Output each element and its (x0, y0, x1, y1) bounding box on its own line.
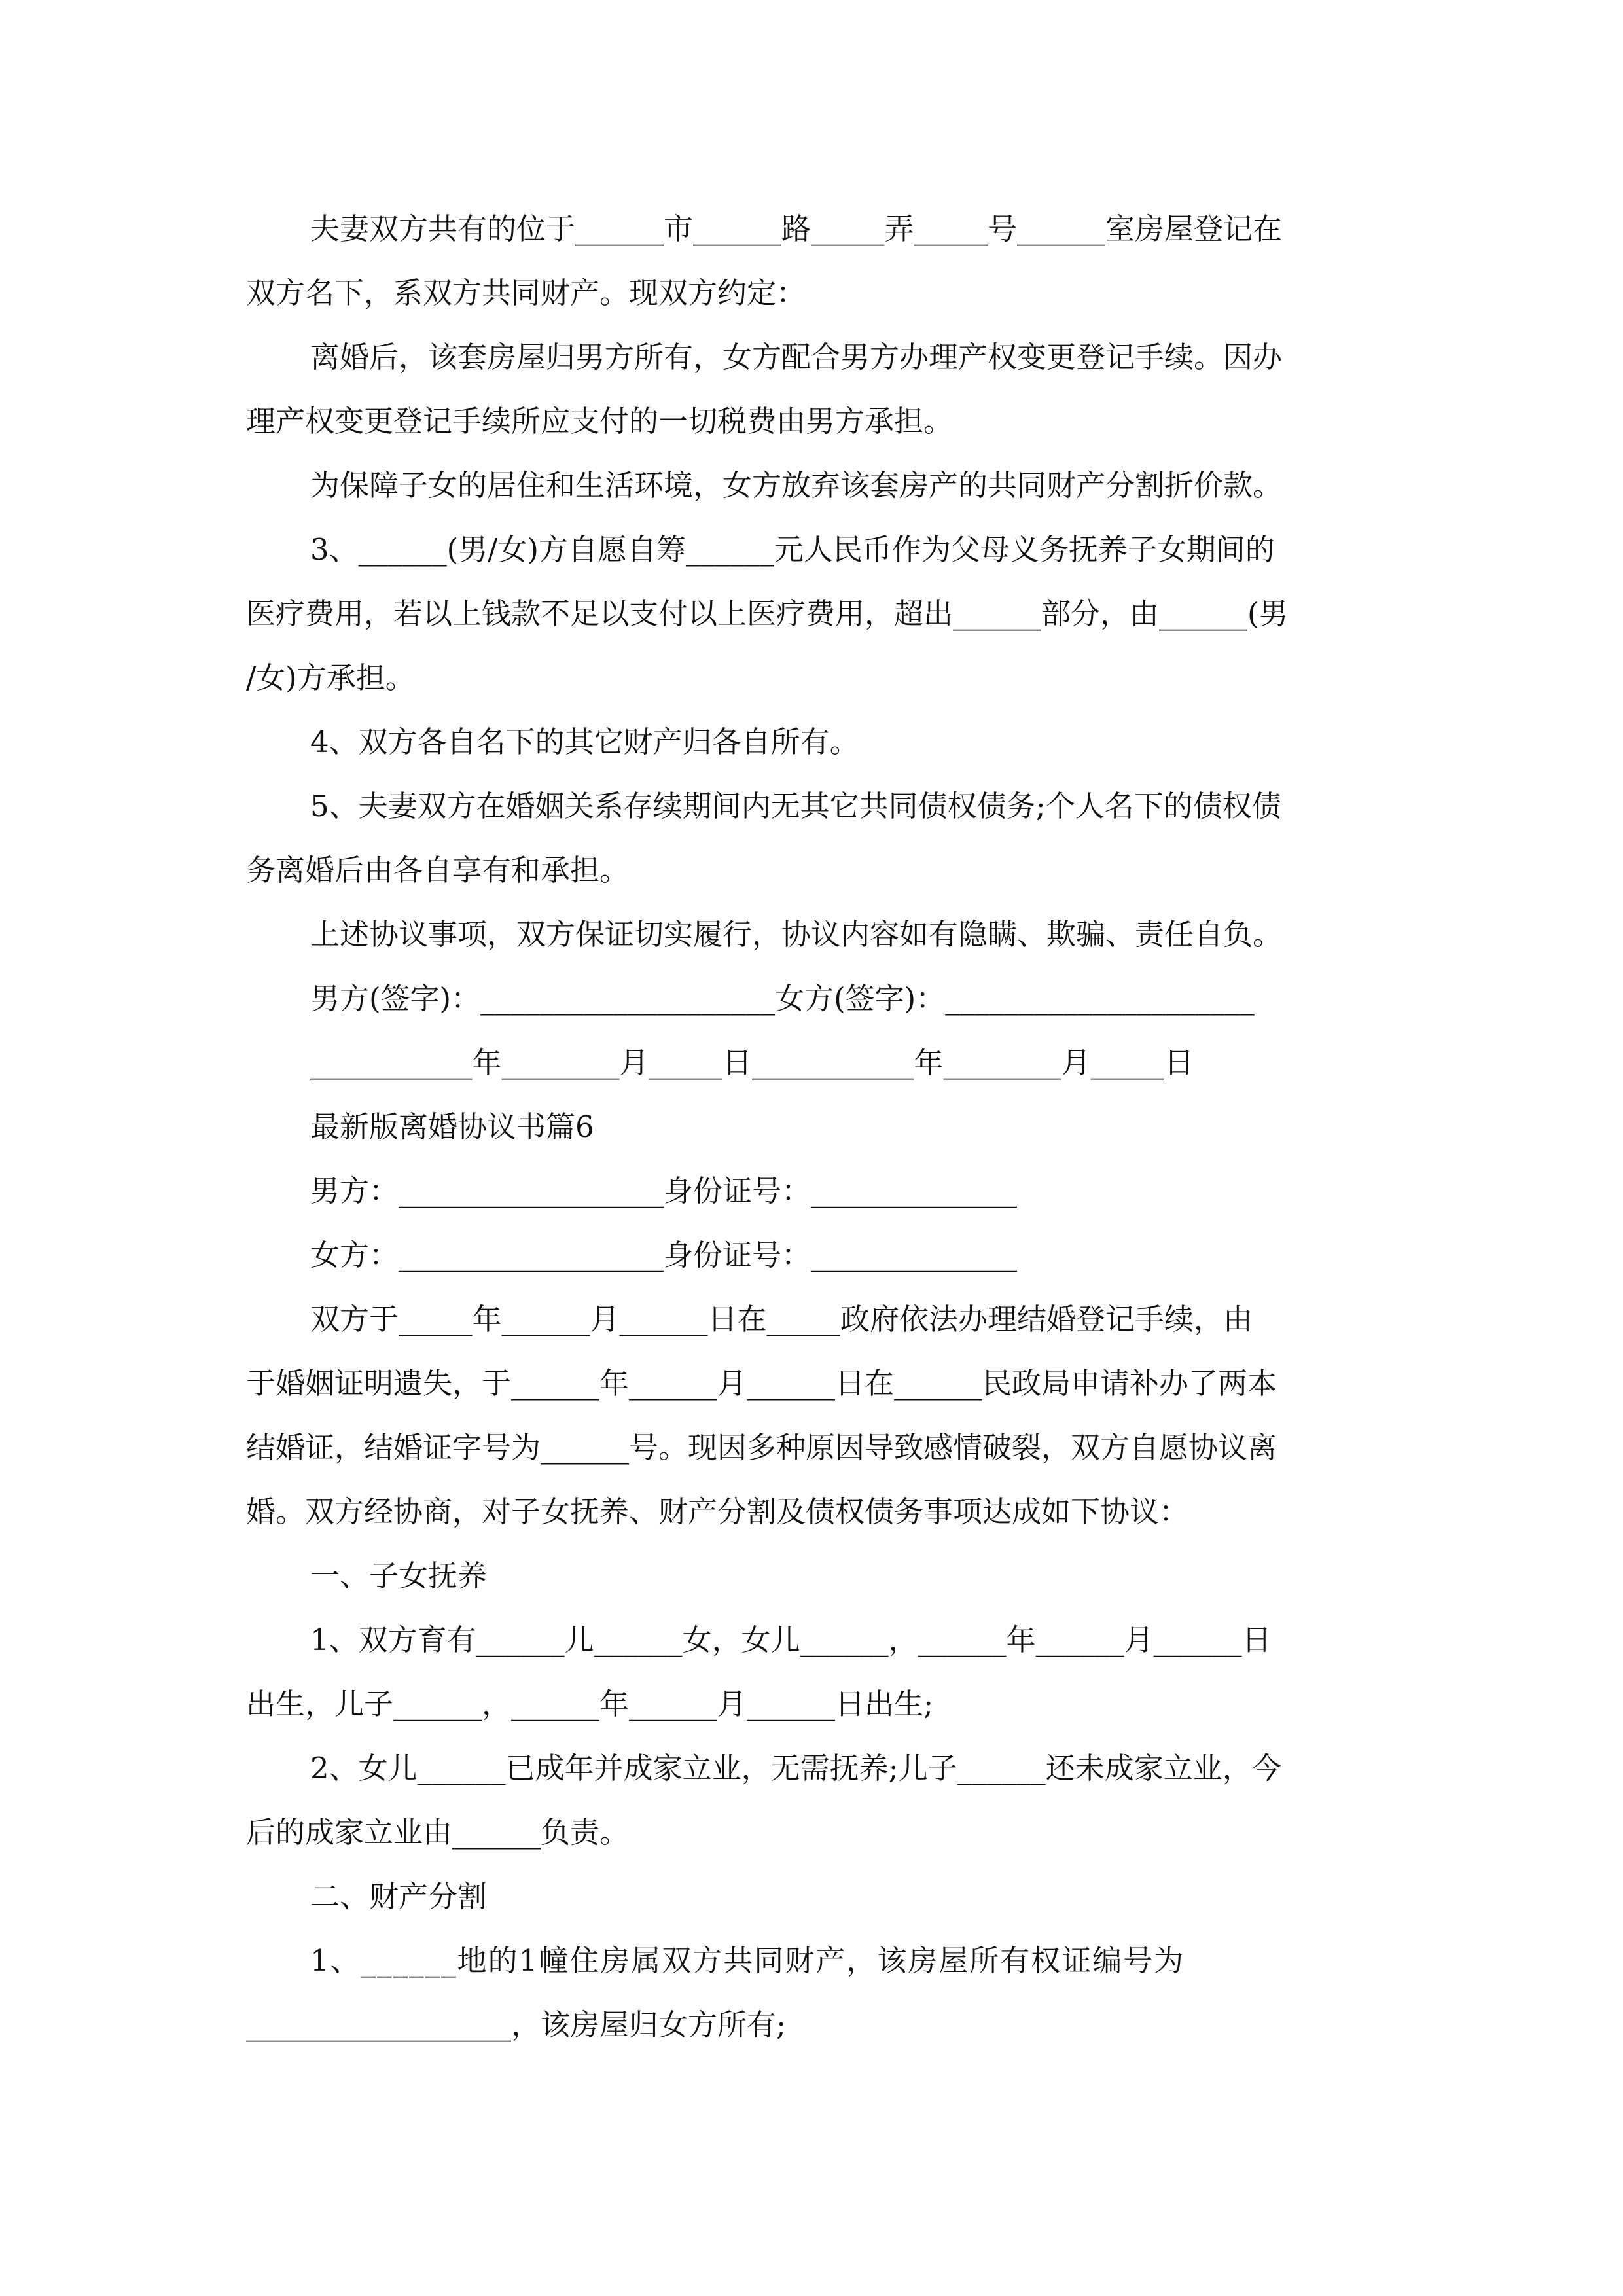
text-line-5: 为保障子女的居住和生活环境，女方放弃该套房产的共同财产分割折价款。 (310, 468, 1283, 503)
text-line-11: 务离婚后由各自享有和承担。 (246, 853, 630, 888)
text-line-8: /女)方承担。 (246, 660, 415, 695)
text-line-26: 后的成家立业由______负责。 (246, 1815, 630, 1850)
text-line-10: 5、夫妻双方在婚姻关系存续期间内无其它共同债权债务;个人名下的债权债 (310, 789, 1281, 823)
text-line-24: 出生，儿子______，______年______月______日出生; (246, 1687, 934, 1721)
text-line-2: 双方名下，系双方共同财产。现双方约定： (246, 276, 806, 310)
text-line-25: 2、女儿______已成年并成家立业，无需抚养;儿子______还未成家立业，今 (310, 1751, 1281, 1785)
text-line-1: 夫妻双方共有的位于______市______路_____弄_____号______室房屋登记在 (310, 211, 1283, 246)
signature-line: 男方(签字)：____________________女方(签字)：_____________________ (310, 981, 1255, 1016)
text-line-23: 1、双方育有______儿______女，女儿______，______年______月______日 (310, 1623, 1272, 1657)
text-line-6: 3、______(男/女)方自愿自筹______元人民币作为父母义务抚养子女期间的 (310, 532, 1275, 567)
date-line: ___________年________月_____日___________年________月_____日 (310, 1045, 1194, 1080)
text-line-4: 理产权变更登记手续所应支付的一切税费由男方承担。 (246, 404, 954, 439)
text-line-9: 4、双方各自名下的其它财产归各自所有。 (310, 725, 859, 759)
subheading-property-division: 二、财产分割 (310, 1879, 488, 1914)
text-line-18: 双方于_____年______月______日在_____政府依法办理结婚登记手续，由 (310, 1302, 1253, 1336)
text-line-28: 1、______地的1幢住房属双方共同财产，该房屋所有权证编号为 (310, 1943, 1185, 1978)
section-heading: 最新版离婚协议书篇6 (310, 1109, 594, 1144)
male-id-line: 男方：__________________身份证号：______________ (310, 1174, 1018, 1208)
text-line-12: 上述协议事项，双方保证切实履行，协议内容如有隐瞒、欺骗、责任自负。 (310, 917, 1283, 952)
subheading-child-support: 一、子女抚养 (310, 1558, 488, 1593)
text-line-20: 结婚证，结婚证字号为______号。现因多种原因导致感情破裂，双方自愿协议离 (246, 1430, 1277, 1465)
text-line-29: __________________，该房屋归女方所有; (246, 2007, 787, 2042)
text-line-7: 医疗费用，若以上钱款不足以支付以上医疗费用，超出______部分，由______(男 (246, 596, 1289, 631)
female-id-line: 女方：__________________身份证号：______________ (310, 1238, 1018, 1272)
text-line-19: 于婚姻证明遗失，于______年______月______日在______民政局申请补办了两本 (246, 1366, 1277, 1401)
text-line-3: 离婚后，该套房屋归男方所有，女方配合男方办理产权变更登记手续。因办 (310, 340, 1283, 374)
text-line-21: 婚。双方经协商，对子女抚养、财产分割及债权债务事项达成如下协议： (246, 1494, 1189, 1529)
